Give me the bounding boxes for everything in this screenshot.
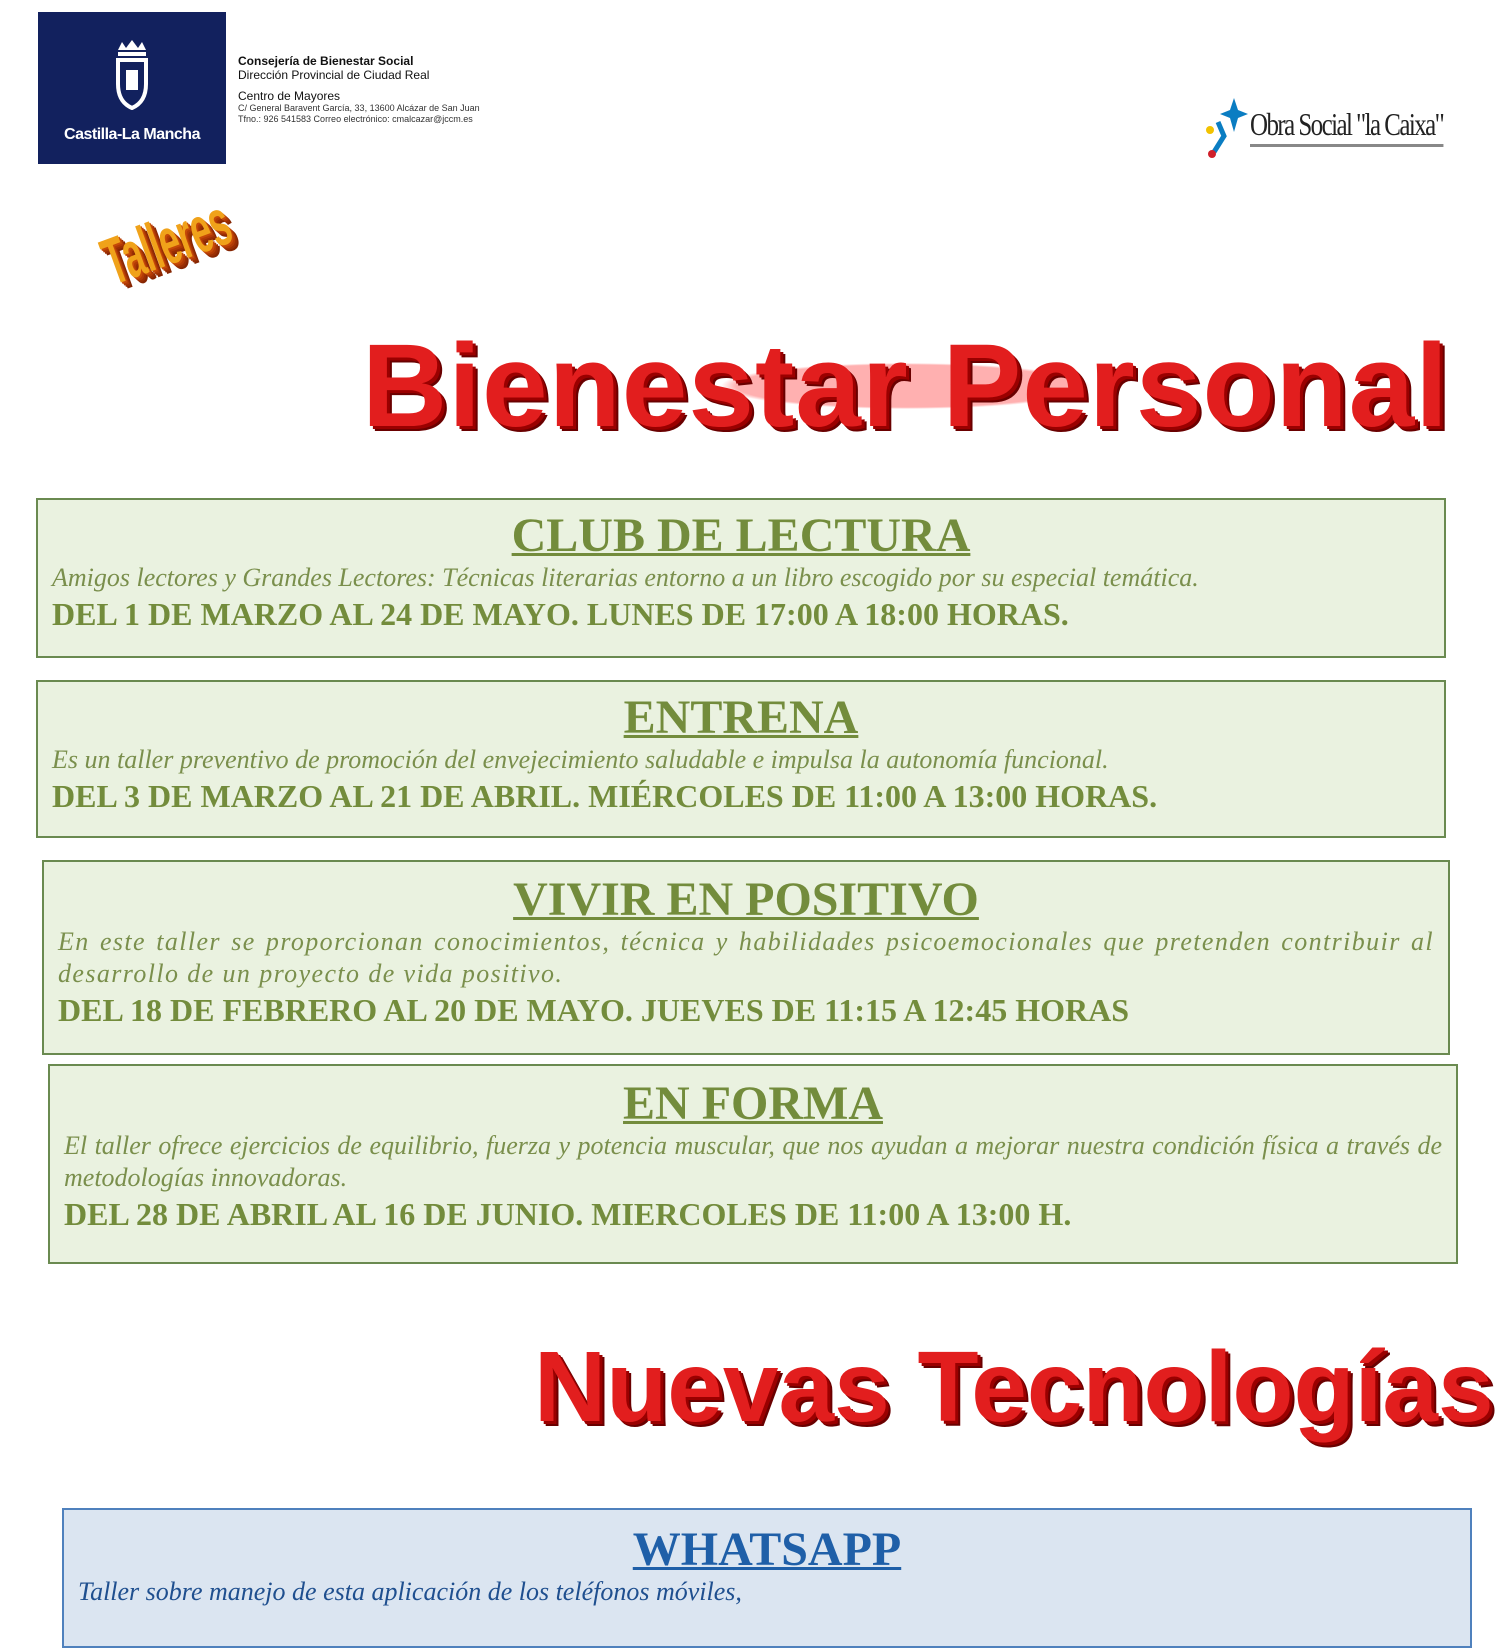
- la-caixa-logo: [1204, 96, 1454, 160]
- bienestar-personal-heading: Bienestar Personal: [362, 320, 1450, 452]
- workshop-entrena: [36, 680, 1446, 838]
- workshop-description: El taller ofrece ejercicios de equilibrio, fuerza y potencia muscular, que nos ayudan a mejorar nuestra condición física a través de metodologías innovadoras.: [64, 1131, 1442, 1192]
- talleres-heading: Talleres: [92, 184, 240, 299]
- workshop-schedule: DEL 28 DE ABRIL AL 16 DE JUNIO. MIERCOLES DE 11:00 A 13:00 H.: [64, 1196, 1072, 1232]
- workshop-schedule: DEL 1 DE MARZO AL 24 DE MAYO. LUNES DE 17:00 A 18:00 HORAS.: [52, 596, 1069, 632]
- workshop-description: En este taller se proporcionan conocimientos, técnica y habilidades psicoemocionales que pretenden contribuir al desarrollo de un proyecto de vida positivo.: [58, 927, 1434, 988]
- workshop-description: Es un taller preventivo de promoción del envejecimiento saludable e impulsa la autonomía funcional.: [52, 745, 1109, 774]
- workshop-title: EN FORMA: [623, 1077, 883, 1130]
- workshop-title: CLUB DE LECTURA: [511, 509, 971, 562]
- workshop-title: VIVIR EN POSITIVO: [513, 873, 979, 926]
- nuevas-tecnologias-heading: Nuevas Tecnologías: [534, 1331, 1494, 1443]
- workshop-description: Amigos lectores y Grandes Lectores: Técnicas literarias entorno a un libro escogido por su especial temática.: [52, 563, 1199, 592]
- workshop-schedule: DEL 3 DE MARZO AL 21 DE ABRIL. MIÉRCOLES DE 11:00 A 13:00 HORAS.: [52, 778, 1158, 814]
- sponsor-name: Obra Social "la Caixa": [1250, 106, 1443, 147]
- workshop-club-de-lectura: [36, 498, 1446, 658]
- workshop-description: Taller sobre manejo de esta aplicación de los teléfonos móviles,: [78, 1577, 742, 1606]
- org-line-directorate: Dirección Provincial de Ciudad Real: [238, 68, 430, 83]
- org-line-center: Centro de Mayores: [238, 88, 341, 103]
- org-line-contact: Tfno.: 926 541583 Correo electrónico: cmalcazar@jccm.es: [238, 113, 473, 124]
- workshop-en-forma: [48, 1064, 1458, 1264]
- workshop-title: ENTRENA: [623, 691, 859, 744]
- workshop-schedule: DEL 18 DE FEBRERO AL 20 DE MAYO. JUEVES DE 11:15 A 12:45 HORAS: [58, 992, 1129, 1028]
- crown-crest-icon: [110, 40, 154, 110]
- la-caixa-star-icon: [1204, 96, 1248, 160]
- workshop-vivir-en-positivo: [42, 860, 1450, 1055]
- organization-info: [238, 54, 480, 125]
- org-line-address: C/ General Baravent García, 33, 13600 Alcázar de San Juan: [238, 103, 480, 114]
- workshop-whatsapp: [62, 1508, 1472, 1648]
- workshop-title: WHATSAPP: [632, 1523, 902, 1576]
- logo-label: Castilla-La Mancha: [64, 126, 200, 143]
- castilla-la-mancha-logo: [38, 12, 226, 164]
- org-line-ministry: Consejería de Bienestar Social: [238, 54, 414, 68]
